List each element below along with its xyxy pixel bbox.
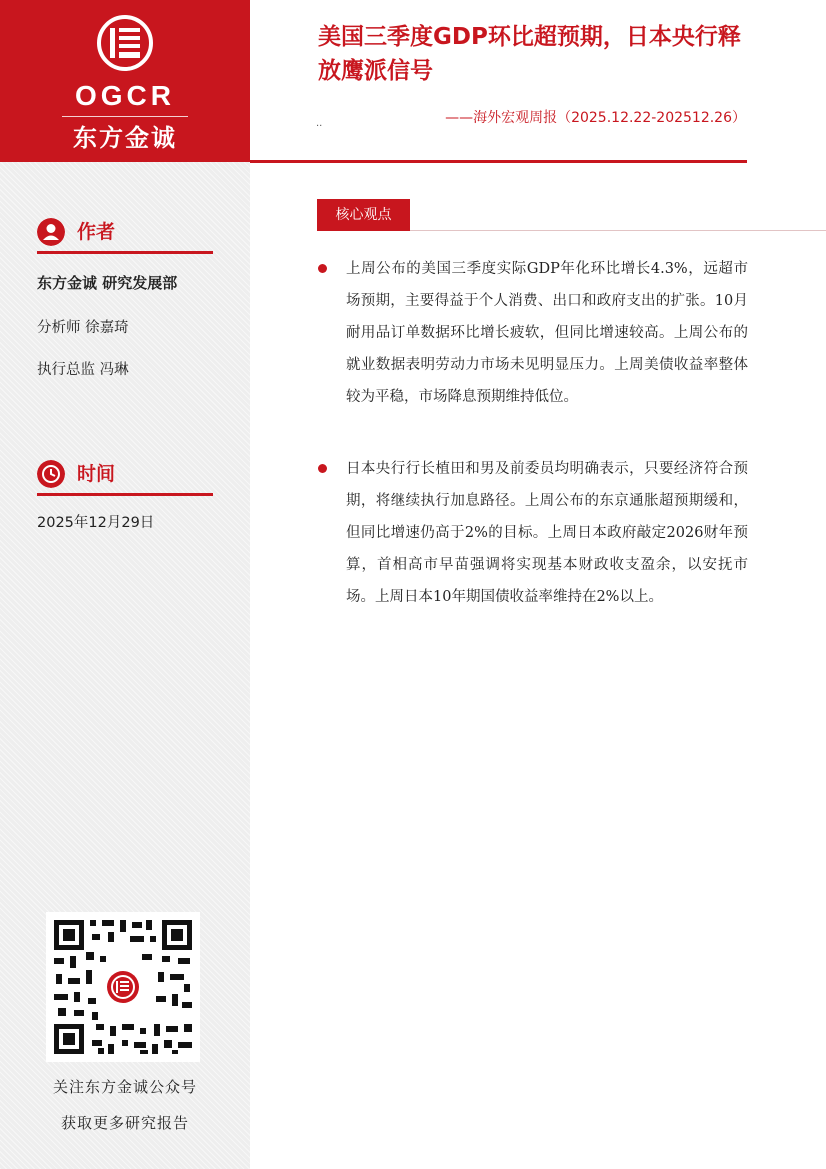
qr-caption-more: 获取更多研究报告 — [60, 1114, 189, 1132]
bullet-text: 上周公布的美国三季度实际GDP年化环比增长4.3%，远超市场预期，主要得益于个人消费、出口和政府支出的扩张。10月耐用品订单数据环比增长疲软，但同比增速较高。上周公布的就业数据表明劳动力市场未见明显压力。上周美债收益率整体较为平稳，市场降息预期维持低位。 — [346, 261, 748, 405]
sidebar — [0, 0, 250, 1169]
logo-cn-text: 东方金诚 — [73, 124, 177, 152]
person-icon — [37, 218, 65, 246]
brand-logo — [0, 0, 250, 162]
report-title: 美国三季度GDP环比超预期，日本央行释放鹰派信号 — [318, 24, 741, 84]
header-marker: .. — [316, 118, 323, 129]
author-org: 东方金诚 研究发展部 — [37, 274, 178, 292]
logo-en-text: OGCR — [75, 80, 175, 111]
author-section-rule — [37, 251, 213, 254]
bullet-dot-icon — [318, 464, 327, 473]
report-date: 2025年12月29日 — [37, 515, 155, 531]
bullet-dot-icon — [318, 264, 327, 273]
logo-divider — [62, 116, 188, 117]
list-item — [318, 253, 748, 413]
bullet-text: 日本央行行长植田和男及前委员均明确表示，只要经济符合预期，将继续执行加息路径。上周公布的东京通胀超预期缓和，但同比增速仍高于2%的目标。上周日本政府敲定2026财年预算，首相高市早苗强调将实现基本财政收支盈余，以安抚市场。上周日本10年期国债收益率维持在2%以上。 — [346, 461, 748, 605]
qr-code-icon — [46, 912, 200, 1062]
report-subtitle: ——海外宏观周报（2025.12.22-202512.26） — [445, 110, 746, 126]
qr-caption-follow: 关注东方金诚公众号 — [52, 1078, 197, 1096]
list-item — [318, 453, 748, 613]
author-director: 执行总监 冯琳 — [37, 362, 129, 378]
header-rule — [250, 160, 747, 163]
logo-mark-icon — [96, 14, 154, 72]
author-analyst: 分析师 徐嘉琦 — [37, 320, 129, 336]
author-section-title: 作者 — [77, 221, 116, 243]
core-views-label: 核心观点 — [317, 199, 410, 231]
time-section-title: 时间 — [77, 463, 116, 485]
clock-icon — [37, 460, 65, 488]
time-section-rule — [37, 493, 213, 496]
